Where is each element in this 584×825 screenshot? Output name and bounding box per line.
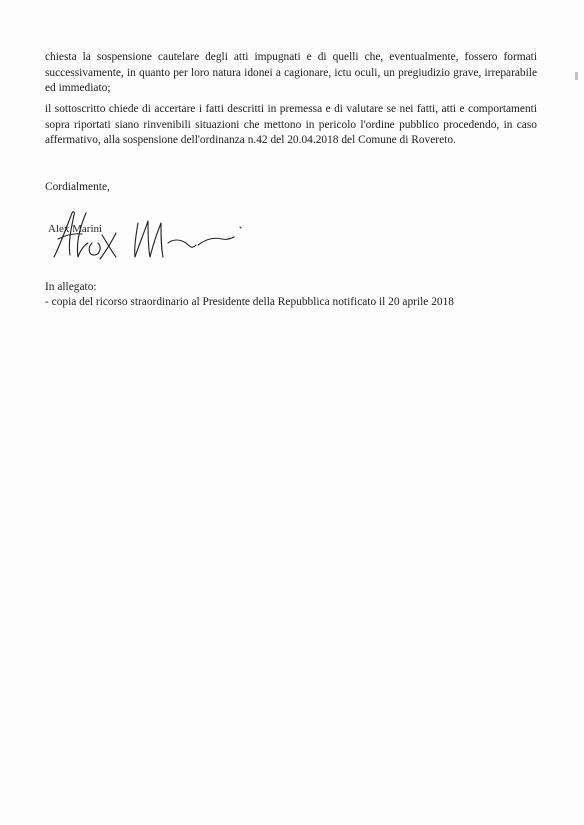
scan-edge-mark	[575, 72, 578, 80]
closing-salutation: Cordialmente,	[45, 181, 110, 193]
signer-name: Alex Marini	[48, 223, 103, 235]
signature-block	[40, 205, 250, 265]
paragraph-verification-request: il sottoscritto chiede di accertare i fatti descritti in premessa e di valutare se nei fatti, atti e comportamenti sopra riportati siano rinvenibili situazioni che mettono in pericolo l'ordine pubblico procedendo, in caso affermativo, alla sospensione dell'ordinanza n.42 del 20.04.2018 del Comune di Rovereto.	[45, 103, 537, 146]
attachment-item: - copia del ricorso straordinario al Presidente della Repubblica notificato il 20 aprile 2018	[45, 296, 454, 308]
handwritten-signature	[40, 205, 250, 265]
paragraph-suspension-request: chiesta la sospensione cautelare degli atti impugnati e di quelli che, eventualmente, fossero formati successivamente, in quanto per loro natura idonei a cagionare, ictu oculi, un pregiudizio grave, irreparabile ed immediato;	[45, 51, 537, 94]
attachments-label: In allegato:	[45, 281, 97, 293]
